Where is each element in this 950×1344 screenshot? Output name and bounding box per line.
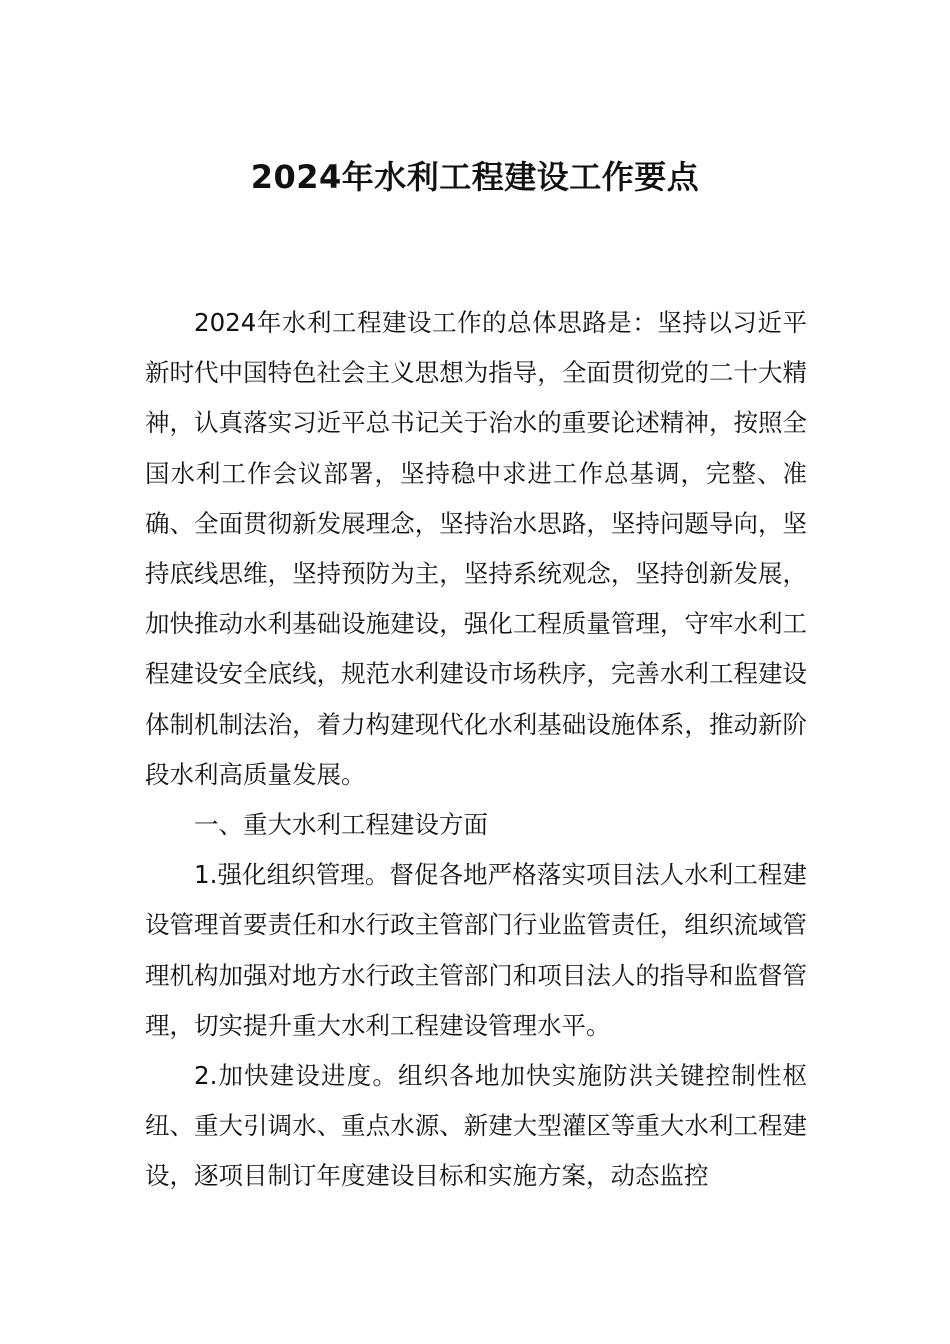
intro-paragraph: 2024年水利工程建设工作的总体思路是：坚持以习近平新时代中国特色社会主义思想为指导，全面贯彻党的二十大精神，认真落实习近平总书记关于治水的重要论述精神，按照全国水利工作会议部署，坚持稳中求进工作总基调，完整、准确、全面贯彻新发展理念，坚持治水思路，坚持问题导向，坚持底线思维，坚持预防为主，坚持系统观念，坚持创新发展，加快推动水利基础设施建设，强化工程质量管理，守牢水利工程建设安全底线，规范水利建设市场秩序，完善水利工程建设体制机制法治，着力构建现代化水利基础设施体系，推动新阶段水利高质量发展。 [145,308,807,789]
section-heading-1: 一、重大水利工程建设方面 [194,810,488,840]
item-paragraph-2: 2.加快建设进度。组织各地加快实施防洪关键控制性枢纽、重大引调水、重点水源、新建大型灌区等重大水利工程建设，逐项目制订年度建设目标和实施方案，动态监控 [145,1061,807,1191]
item-paragraph-1: 1.强化组织管理。督促各地严格落实项目法人水利工程建设管理首要责任和水行政主管部门行业监管责任，组织流域管理机构加强对地方水行政主管部门和项目法人的指导和监督管理，切实提升重大水利工程建设管理水平。 [145,860,807,1040]
document-title: 2024年水利工程建设工作要点 [250,158,700,196]
document-body [145,298,807,1202]
